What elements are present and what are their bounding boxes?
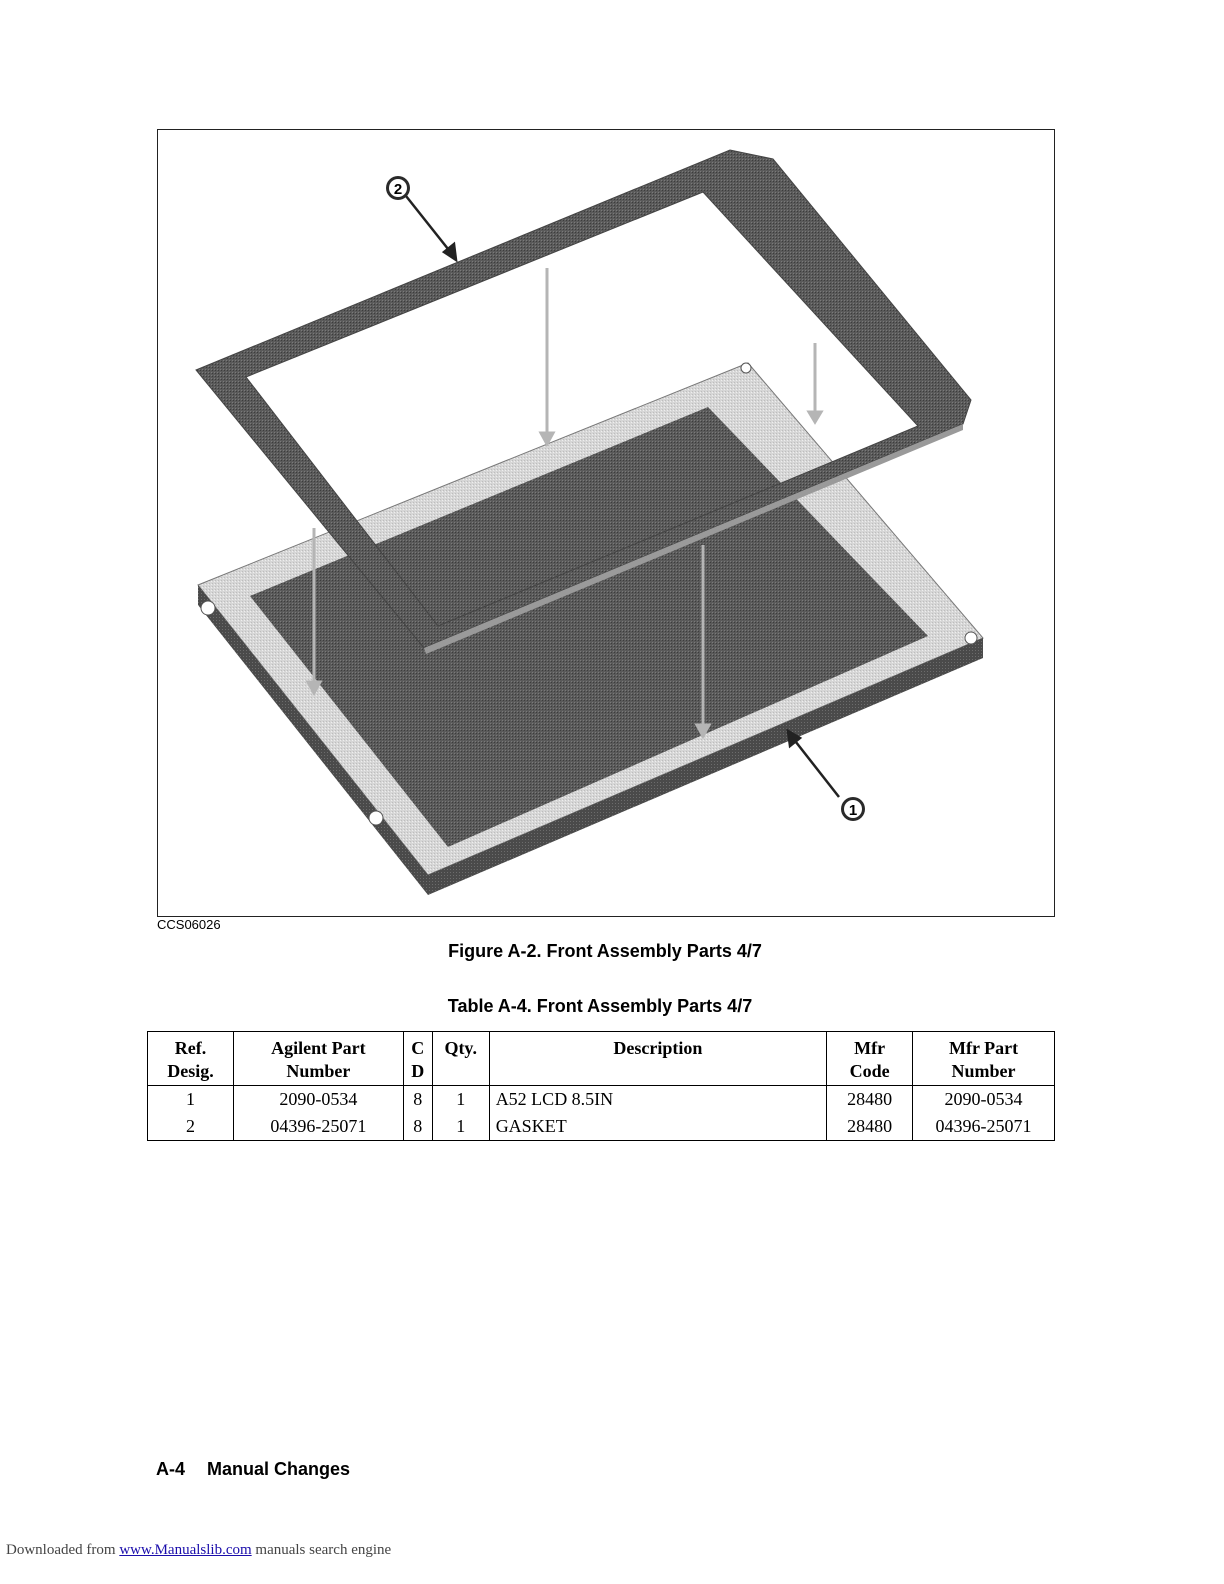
cell-cd: 8 [403,1113,432,1141]
download-notice [6,1542,391,1559]
cell-qty: 1 [432,1086,489,1114]
cell-mfr-part: 04396-25071 [913,1113,1055,1141]
cell-mfr-part: 2090-0534 [913,1086,1055,1114]
cell-description: GASKET [489,1113,826,1141]
header-qty: Qty. [432,1032,489,1086]
lcd-gasket-exploded-view [158,130,1054,916]
table-row [148,1086,1055,1114]
callout-label-1: 1 [848,802,858,819]
cell-mfr-code: 28480 [827,1113,913,1141]
download-suffix: manuals search engine [251,1542,392,1558]
table-row [148,1113,1055,1141]
figure-caption: Figure A-2. Front Assembly Parts 4/7 [448,941,762,961]
cell-qty: 1 [432,1113,489,1141]
cell-description: A52 LCD 8.5IN [489,1086,826,1114]
callout-label-2: 2 [393,181,403,198]
manualslib-link[interactable]: www.Manualslib.com [119,1542,252,1558]
cell-ref: 2 [148,1113,234,1141]
cell-mfr-code: 28480 [827,1086,913,1114]
section-title: Manual Changes [207,1459,351,1479]
header-cd: C D [403,1032,432,1086]
page-number: A-4 [156,1459,186,1479]
header-mfr-code: Mfr Code [827,1032,913,1086]
figure-frame [157,129,1055,917]
header-mfr-part-number: Mfr Part Number [913,1032,1055,1086]
table-header-row [148,1032,1055,1086]
lcd-module [198,363,983,895]
cell-ref: 1 [148,1086,234,1114]
parts-table [147,1031,1055,1141]
cell-part: 2090-0534 [233,1086,403,1114]
header-description: Description [489,1032,826,1086]
header-ref-desig: Ref. Desig. [148,1032,234,1086]
cell-part: 04396-25071 [233,1113,403,1141]
cell-cd: 8 [403,1086,432,1114]
callout-badge-2 [386,176,410,200]
download-prefix: Downloaded from [6,1542,120,1558]
table-caption: Table A-4. Front Assembly Parts 4/7 [447,996,753,1016]
figure-id-label: CCS06026 [157,917,221,932]
header-agilent-part-number: Agilent Part Number [233,1032,403,1086]
callout-badge-1 [841,797,865,821]
page-footer [156,1459,350,1480]
